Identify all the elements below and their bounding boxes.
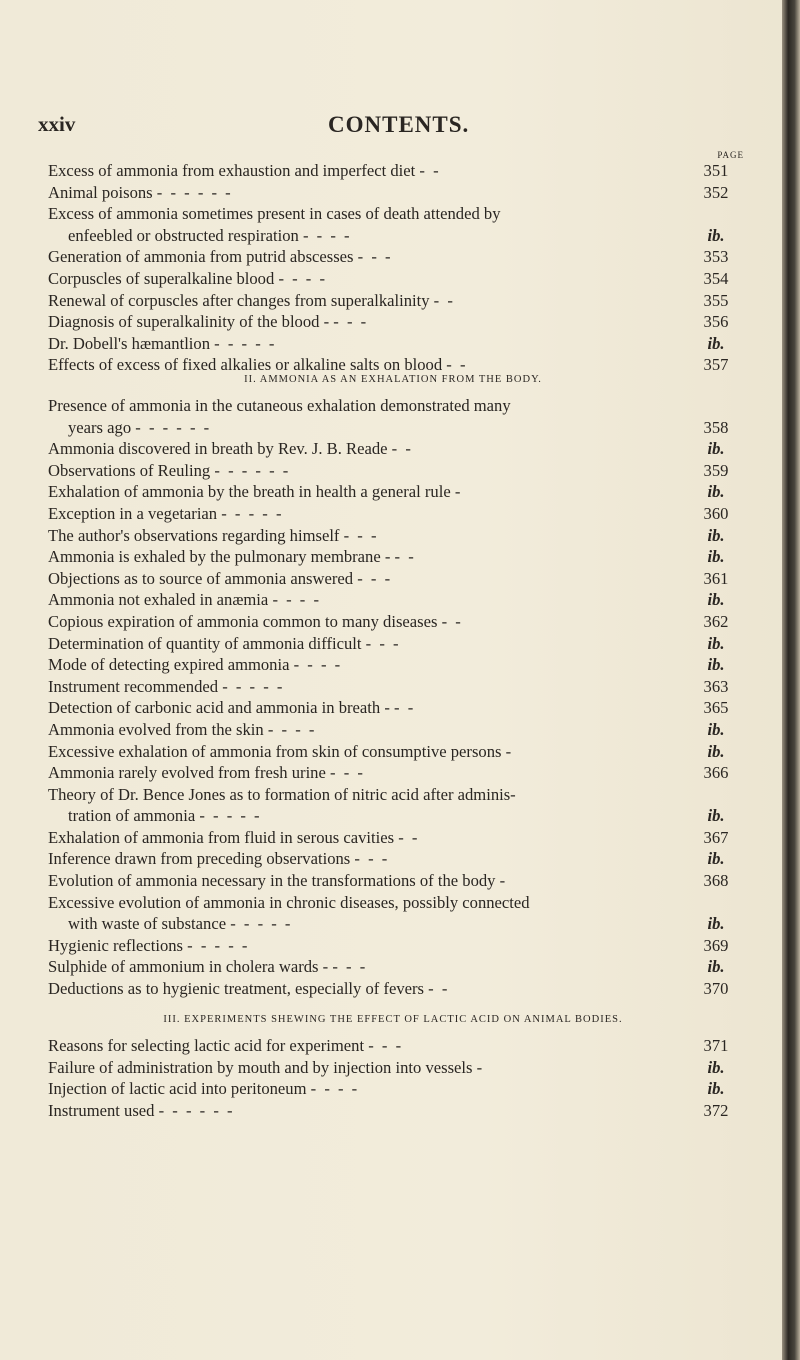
contents-entry	[48, 503, 738, 525]
entry-page-number: 367	[703, 827, 729, 847]
contents-entry	[48, 1057, 738, 1079]
entry-title: Observations of Reuling	[48, 460, 211, 480]
entry-title: Mode of detecting expired ammonia	[48, 655, 290, 675]
contents-entry	[48, 481, 738, 503]
leader-dashes: - - - -	[272, 590, 321, 610]
leader-dashes: - -	[433, 290, 455, 310]
contents-section-2	[48, 364, 738, 1000]
page-edge-shadow	[782, 0, 800, 1360]
entry-page-number: 363	[703, 676, 729, 696]
entry-title: Theory of Dr. Bence Jones as to formation of nitric acid after adminis-	[48, 784, 516, 804]
entry-title: Determination of quantity of ammonia difficult	[48, 633, 362, 653]
entry-page-number: 369	[703, 935, 729, 955]
entry-page-number: 370	[703, 979, 729, 999]
entry-page-number: 365	[703, 698, 729, 718]
leader-dashes: - - -	[365, 633, 401, 653]
entry-title-continuation	[48, 913, 690, 935]
entry-title: Hygienic reflections	[48, 935, 184, 955]
contents-section-1	[48, 160, 738, 376]
entry-title: Presence of ammonia in the cutaneous exhalation demonstrated many	[48, 396, 511, 415]
contents-entry	[48, 290, 738, 312]
leader-dashes: - - - - -	[222, 676, 285, 696]
entry-title-continuation	[48, 417, 690, 439]
entry-page-number: ib.	[707, 741, 725, 761]
leader-dashes: - - -	[368, 1036, 404, 1055]
leader-dashes: -	[476, 1057, 485, 1077]
entry-page-number: 358	[703, 417, 729, 437]
contents-entry	[48, 978, 738, 1000]
entry-title: Diagnosis of superalkalinity of the blood -	[48, 312, 330, 332]
entry-page-number: ib.	[707, 655, 725, 675]
entry-title: Exhalation of ammonia from fluid in serous cavities	[48, 827, 395, 847]
section-title: III. EXPERIMENTS SHEWING THE EFFECT OF LACTIC ACID ON ANIMAL BODIES.	[163, 1014, 623, 1025]
entry-continuation-text: enfeebled or obstructed respiration	[68, 225, 299, 245]
entry-title: Animal poisons	[48, 182, 153, 202]
leader-dashes: - - -	[343, 525, 379, 545]
leader-dashes: - - - -	[267, 719, 317, 739]
leader-dashes: - - -	[333, 312, 369, 332]
leader-dashes: - - -	[357, 568, 393, 588]
entry-title: Deductions as to hygienic treatment, especially of fevers	[48, 979, 424, 999]
entry-page-number: 368	[703, 871, 729, 891]
leader-dashes: - - -	[357, 247, 393, 267]
entry-page-number: 357	[703, 355, 729, 375]
leader-dashes: -	[499, 871, 508, 891]
leader-dashes: - -	[394, 698, 416, 718]
entry-title: Excess of ammonia sometimes present in cases of death attended by	[48, 204, 501, 224]
entry-title: Injection of lactic acid into peritoneum	[48, 1079, 307, 1099]
entry-page-number: 351	[703, 161, 729, 180]
leader-dashes: - -	[398, 827, 420, 847]
entry-title: Excessive evolution of ammonia in chronic diseases, possibly connected	[48, 892, 530, 912]
contents-entry	[48, 203, 738, 246]
entry-page-number: ib.	[707, 1079, 725, 1099]
page-header	[38, 112, 758, 142]
leader-dashes: - -	[391, 439, 413, 459]
contents-entry	[48, 633, 738, 655]
entry-page-number: ib.	[707, 806, 725, 826]
leader-dashes: - - - - -	[214, 333, 277, 353]
page-column-label: PAGE	[717, 150, 744, 160]
entry-title: Excessive exhalation of ammonia from skin of consumptive persons	[48, 741, 502, 761]
entry-title-continuation	[48, 805, 690, 827]
contents-entry	[48, 1035, 738, 1057]
entry-continuation-text: years ago	[68, 417, 132, 437]
entry-title: Ammonia discovered in breath by Rev. J. B. Reade	[48, 439, 388, 459]
entry-title: Inference drawn from preceding observations	[48, 849, 351, 869]
leader-dashes: - -	[441, 611, 463, 631]
leader-dashes: - - -	[330, 763, 365, 783]
leader-dashes: - - - - -	[221, 503, 284, 523]
contents-entry	[48, 654, 738, 676]
contents-entry	[48, 311, 738, 333]
leader-dashes: - - - -	[310, 1079, 360, 1099]
page-number: xxiv	[38, 112, 76, 136]
leader-dashes: - -	[394, 547, 416, 567]
entry-title: Copious expiration of ammonia common to many diseases	[48, 611, 438, 631]
contents-entry	[48, 268, 738, 290]
entry-title: Failure of administration by mouth and by injection into vessels	[48, 1057, 473, 1077]
leader-dashes: - - - -	[293, 655, 343, 675]
entry-title: Corpuscles of superalkaline blood	[48, 268, 275, 288]
contents-entry	[48, 956, 738, 978]
leader-dashes: -	[505, 741, 514, 761]
contents-entry	[48, 719, 738, 741]
leader-dashes: - - - - -	[199, 806, 262, 826]
contents-entry	[48, 762, 738, 784]
entry-title: The author's observations regarding himself	[48, 525, 340, 545]
entry-title: Dr. Dobell's hæmantlion	[48, 333, 211, 353]
leader-dashes: - - - - - -	[158, 1100, 235, 1120]
entry-title: Sulphide of ammonium in cholera wards -	[48, 957, 329, 977]
entry-title-continuation	[48, 225, 690, 247]
contents-entry	[48, 892, 738, 935]
contents-entry	[48, 525, 738, 547]
entry-continuation-text: with waste of substance	[68, 914, 227, 934]
leader-dashes: - - -	[332, 957, 368, 977]
entry-title: Evolution of ammonia necessary in the transformations of the body	[48, 871, 496, 891]
contents-section-3	[48, 1004, 738, 1121]
entry-page-number: 352	[703, 182, 729, 202]
entry-page-number: ib.	[707, 525, 725, 545]
entry-page-number: ib.	[707, 914, 725, 934]
entry-page-number: ib.	[707, 482, 725, 502]
entry-page-number: 372	[703, 1100, 729, 1120]
entry-title: Objections as to source of ammonia answered	[48, 568, 354, 588]
entry-page-number: ib.	[707, 439, 725, 459]
entry-page-number: ib.	[707, 547, 725, 567]
leader-dashes: - - - - - -	[156, 182, 233, 202]
entry-title: Instrument recommended	[48, 676, 219, 696]
entry-page-number: ib.	[707, 719, 725, 739]
leader-dashes: - - - - - -	[135, 417, 212, 437]
contents-entry	[48, 611, 738, 633]
entry-title: Excess of ammonia from exhaustion and imperfect diet	[48, 161, 416, 180]
entry-title: Generation of ammonia from putrid abscesses	[48, 247, 354, 267]
leader-dashes: - - -	[354, 849, 390, 869]
entry-page-number: ib.	[707, 633, 725, 653]
contents-entry	[48, 827, 738, 849]
entry-title: Instrument used	[48, 1100, 155, 1120]
leader-dashes: -	[454, 482, 463, 502]
entry-title: Effects of excess of fixed alkalies or alkaline salts on blood	[48, 355, 443, 375]
entry-title: Renewal of corpuscles after changes from superalkalinity	[48, 290, 430, 310]
contents-entry	[48, 589, 738, 611]
contents-entry	[48, 784, 738, 827]
contents-entry	[48, 1078, 738, 1100]
leader-dashes: - - - - -	[230, 914, 293, 934]
contents-entry	[48, 697, 738, 719]
entry-page-number: ib.	[707, 1057, 725, 1077]
contents-entry	[48, 1100, 738, 1122]
contents-entry	[48, 870, 738, 892]
entry-page-number: 359	[703, 460, 729, 480]
leader-dashes: - -	[419, 161, 441, 180]
entry-page-number: ib.	[707, 225, 725, 245]
entry-page-number: ib.	[707, 590, 725, 610]
contents-entry	[48, 935, 738, 957]
entry-page-number: 371	[703, 1036, 729, 1055]
contents-entry	[48, 438, 738, 460]
contents-entry	[48, 676, 738, 698]
entry-page-number: ib.	[707, 333, 725, 353]
entry-title: Exception in a vegetarian	[48, 503, 218, 523]
contents-entry	[48, 848, 738, 870]
entry-title: Exhalation of ammonia by the breath in health a general rule	[48, 482, 451, 502]
contents-entry	[48, 741, 738, 763]
entry-page-number: 361	[703, 568, 729, 588]
entry-page-number: 356	[703, 312, 729, 332]
entry-continuation-text: tration of ammonia	[68, 806, 196, 826]
contents-entry	[48, 333, 738, 355]
entry-page-number: 366	[703, 763, 729, 783]
entry-title: Ammonia not exhaled in anæmia	[48, 590, 269, 610]
contents-entry	[48, 160, 738, 182]
section-title: II. AMMONIA AS AN EXHALATION FROM THE BODY.	[244, 374, 542, 385]
contents-entry	[48, 460, 738, 482]
entry-page-number: ib.	[707, 957, 725, 977]
entry-page-number: 354	[703, 268, 729, 288]
entry-page-number: 353	[703, 247, 729, 267]
leader-dashes: - -	[428, 979, 450, 999]
contents-entry	[48, 395, 738, 438]
leader-dashes: - - - - -	[187, 935, 250, 955]
page-title: CONTENTS.	[328, 112, 470, 137]
entry-title: Ammonia evolved from the skin	[48, 719, 264, 739]
entry-page-number: 360	[703, 503, 729, 523]
leader-dashes: - - - -	[303, 225, 352, 245]
leader-dashes: - - - -	[278, 268, 327, 288]
contents-entry	[48, 246, 738, 268]
entry-page-number: 362	[703, 611, 729, 631]
entry-title: Ammonia is exhaled by the pulmonary membrane -	[48, 547, 391, 567]
entry-page-number: 355	[703, 290, 729, 310]
entry-page-number: ib.	[707, 849, 725, 869]
entry-title: Reasons for selecting lactic acid for experiment	[48, 1036, 365, 1055]
leader-dashes: - - - - - -	[214, 460, 291, 480]
contents-entry	[48, 182, 738, 204]
contents-entry	[48, 546, 738, 568]
entry-title: Ammonia rarely evolved from fresh urine	[48, 763, 326, 783]
leader-dashes: - -	[446, 355, 468, 375]
entry-title: Detection of carbonic acid and ammonia in breath -	[48, 698, 390, 718]
contents-entry	[48, 568, 738, 590]
